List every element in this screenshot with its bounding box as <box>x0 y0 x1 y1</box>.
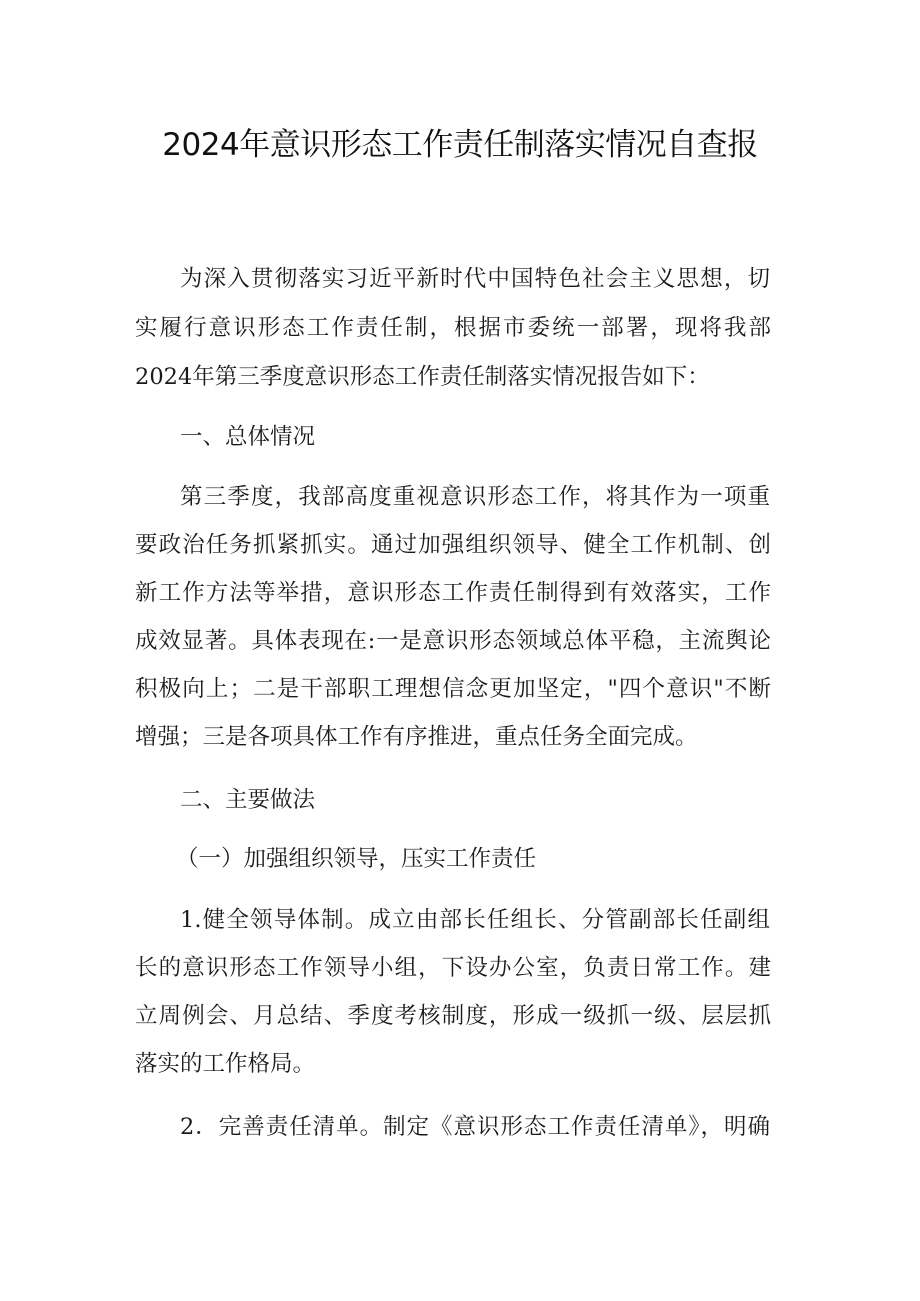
section-1-line-6: 增强；三是各项具体工作有序推进，重点任务全面完成。 <box>135 724 698 750</box>
subsection-1-heading: （一）加强组织领导，压实工作责任 <box>176 846 537 872</box>
section-1-line-1: 第三季度，我部高度重视意识形态工作，将其作为一项重 <box>180 484 770 510</box>
item-1-line-4: 落实的工作格局。 <box>135 1051 316 1077</box>
intro-line-1: 为深入贯彻落实习近平新时代中国特色社会主义思想，切 <box>180 266 770 292</box>
item-1-line-1: 1.健全领导体制。成立由部长任组长、分管副部长任副组 <box>180 907 770 933</box>
section-1-line-4: 成效显著。具体表现在:一是意识形态领域总体平稳，主流舆论 <box>135 628 771 654</box>
section-1-heading: 一、总体情况 <box>180 424 316 450</box>
item-2-line-1: 2．完善责任清单。制定《意识形态工作责任清单》，明确 <box>180 1114 770 1140</box>
item-1-line-2: 长的意识形态工作领导小组，下设办公室，负责日常工作。建 <box>135 955 771 981</box>
section-1-line-2: 要政治任务抓紧抓实。通过加强组织领导、健全工作机制、创 <box>135 532 771 558</box>
section-1-line-3: 新工作方法等举措，意识形态工作责任制得到有效落实，工作 <box>135 580 771 606</box>
document-title: 2024年意识形态工作责任制落实情况自查报 <box>162 127 758 163</box>
intro-line-2: 实履行意识形态工作责任制，根据市委统一部署，现将我部 <box>135 315 771 341</box>
item-1-line-3: 立周例会、月总结、季度考核制度，形成一级抓一级、层层抓 <box>135 1003 771 1029</box>
section-1-line-5: 积极向上；二是干部职工理想信念更加坚定，"四个意识"不断 <box>135 676 771 702</box>
section-2-heading: 二、主要做法 <box>180 787 316 813</box>
intro-line-3: 2024年第三季度意识形态工作责任制落实情况报告如下： <box>135 364 710 390</box>
